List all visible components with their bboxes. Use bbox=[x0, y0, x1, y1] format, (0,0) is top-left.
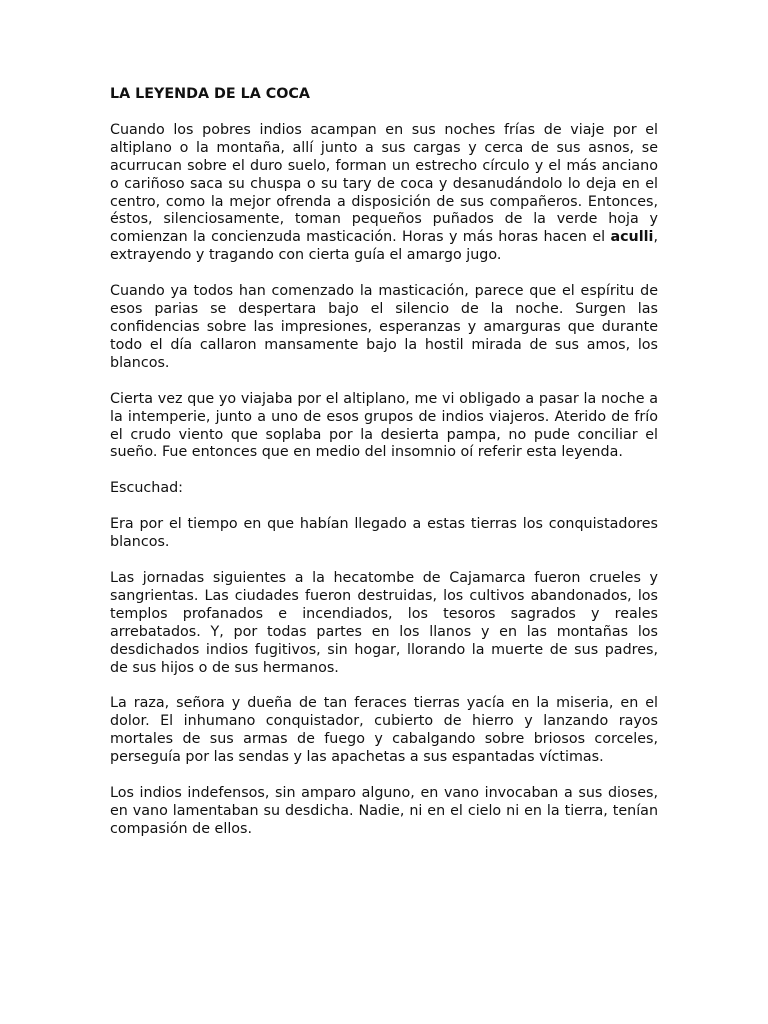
paragraph-4: Escuchad: bbox=[110, 480, 183, 497]
paragraph-1-text-end: , extrayendo y tragando con cierta guía el amargo jugo. bbox=[110, 229, 658, 264]
paragraph-5: Era por el tiempo en que habían llegado a estas tierras los conquistadores blancos. bbox=[110, 516, 658, 551]
paragraph-3: Cierta vez que yo viajaba por el altiplano, me vi obligado a pasar la noche a la intemperie, junto a uno de esos grupos de indios viajeros. Aterido de frío el crudo viento que soplaba por la desierta pampa, no pude conciliar el sueño. Fue entonces que en medio del insomnio oí referir esta leyenda. bbox=[110, 390, 658, 461]
paragraph-2: Cuando ya todos han comenzado la masticación, parece que el espíritu de esos parias se despertara bajo el silencio de la noche. Surgen las confidencias sobre las impresiones, esperanzas y amarguras que durante todo el día callaron mansamente bajo la hostil mirada de sus amos, los blancos. bbox=[110, 283, 658, 371]
paragraph-1 bbox=[110, 122, 658, 265]
paragraph-8: Los indios indefensos, sin amparo alguno, en vano invocaban a sus dioses, en vano lamentaban su desdicha. Nadie, ni en el cielo ni en la tierra, tenían compasión de ellos. bbox=[110, 785, 658, 837]
document-title: LA LEYENDA DE LA COCA bbox=[110, 86, 310, 102]
paragraph-1-text-start: Cuando los pobres indios acampan en sus noches frías de viaje por el altiplano o la montaña, allí junto a sus cargas y cerca de sus asnos, se acurrucan sobre el duro suelo, forman un estrecho círculo y el más anciano o cariñoso saca su chuspa o su tary de coca y desanudándolo lo deja en el centro, como la mejor ofrenda a disposición de sus compañeros. Entonces, éstos, silenciosamente, toman pequeños puñados de la verde hoja y comienzan la concienzuda masticación. Horas y más horas hacen el bbox=[110, 121, 658, 246]
paragraph-6: Las jornadas siguientes a la hecatombe de Cajamarca fueron crueles y sangrientas. Las ciudades fueron destruidas, los cultivos abandonados, los templos profanados e incendiados, los tesoros sagrados y reales arrebatados. Y, por todas partes en los llanos y en las montañas los desdichados indios fugitivos, sin hogar, llorando la muerte de sus padres, de sus hijos o de sus hermanos. bbox=[110, 570, 658, 676]
paragraph-1-bold-term: aculli bbox=[610, 229, 654, 246]
document-page bbox=[110, 86, 658, 857]
paragraph-7: La raza, señora y dueña de tan feraces tierras yacía en la miseria, en el dolor. El inhumano conquistador, cubierto de hierro y lanzando rayos mortales de sus armas de fuego y cabalgando sobre briosos corceles, perseguía por las sendas y las apachetas a sus espantadas víctimas. bbox=[110, 695, 658, 766]
